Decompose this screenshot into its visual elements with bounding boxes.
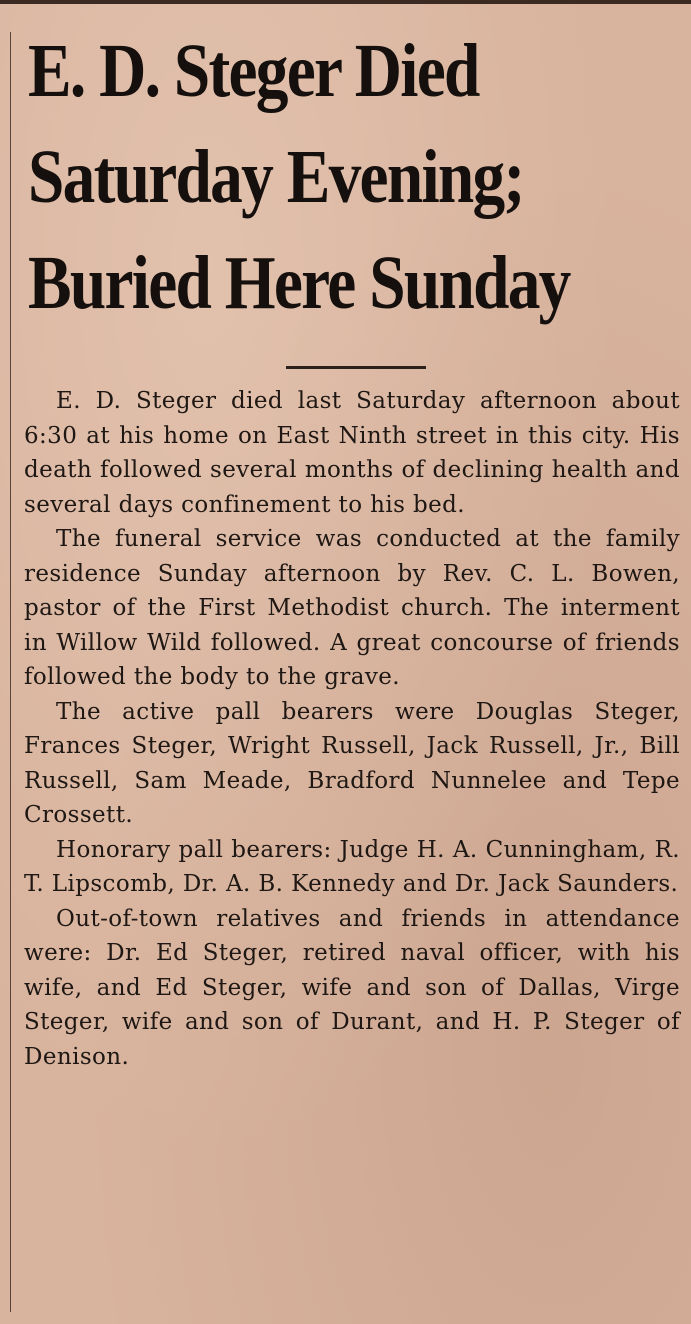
top-border-rule [0,0,691,4]
paragraph-honorary-pall-bearers: Honorary pall bearers: Judge H. A. Cunningham, R. T. Lipscomb, Dr. A. B. Kennedy and Dr. Jack Saunders. [24,836,680,897]
headline-line-3: Buried Here Sunday [28,241,570,325]
article-body [24,384,680,1074]
paragraph-funeral-service: The funeral service was conducted at the family residence Sunday afternoon by Rev. C. L. Bowen, pastor of the First Methodist church. The interment in Willow Wild followed. A great concourse of friends followed the body to the grave. [24,526,680,690]
headline-line-2: Saturday Evening; [28,135,524,219]
headline-divider [286,366,426,369]
headline [28,18,587,336]
paragraph-active-pall-bearers: The active pall bearers were Douglas Steger, Frances Steger, Wright Russell, Jack Russell, Jr., Bill Russell, Sam Meade, Bradford Nunnelee and Tepe Crossett. [24,698,680,828]
column-rule [10,32,11,1312]
paragraph-death-notice: E. D. Steger died last Saturday afternoon about 6:30 at his home on East Ninth street in this city. His death followed several months of declining health and several days confinement to his bed. [24,388,680,518]
headline-line-1: E. D. Steger Died [28,29,479,113]
paragraph-out-of-town-relatives: Out-of-town relatives and friends in attendance were: Dr. Ed Steger, retired naval officer, with his wife, and Ed Steger, wife and son of Dallas, Virge Steger, wife and son of Durant, and H. P. Steger of Denison. [24,905,680,1070]
